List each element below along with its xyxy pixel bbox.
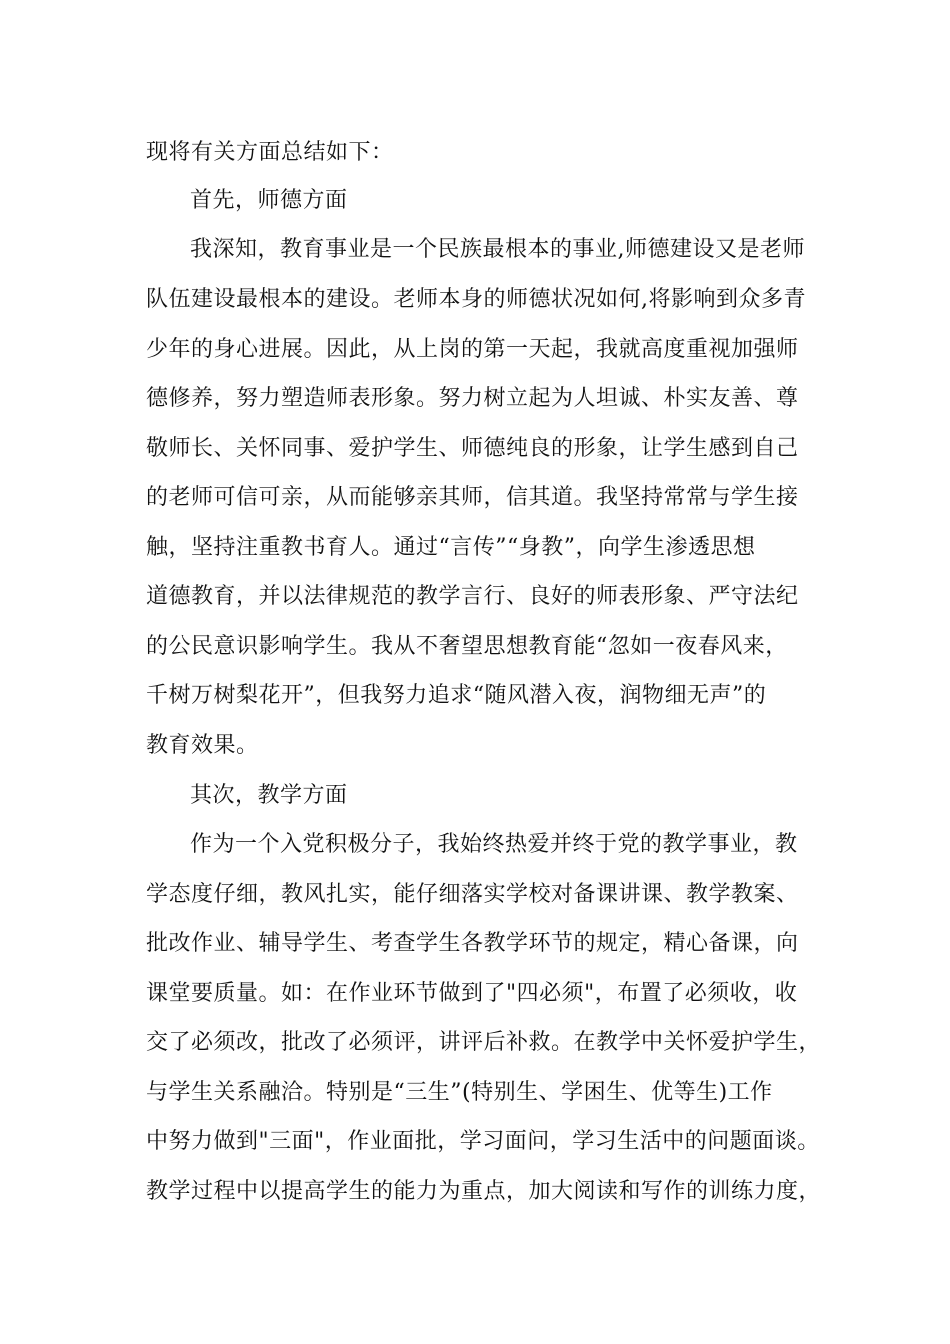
text-line: 的公民意识影响学生。我从不奢望思想教育能“忽如一夜春风来， — [146, 634, 788, 659]
text-line: 与学生关系融洽。特别是“三生”(特别生、学困生、优等生)工作 — [146, 1080, 773, 1105]
text-line: 中努力做到"三面"，作业面批，学习面问，学习生活中的问题面谈。 — [146, 1129, 820, 1154]
text-line: 的老师可信可亲，从而能够亲其师，信其道。我坚持常常与学生接 — [146, 485, 799, 510]
text-line: 课堂要质量。如：在作业环节做到了"四必须"，布置了必须收，收 — [146, 981, 798, 1006]
text-line: 敬师长、关怀同事、爱护学生、师德纯良的形象，让学生感到自己 — [146, 436, 799, 461]
text-line: 教学过程中以提高学生的能力为重点，加大阅读和写作的训练力度， — [146, 1179, 822, 1204]
text-line: 学态度仔细，教风扎实，能仔细落实学校对备课讲课、教学教案、 — [146, 882, 799, 907]
text-line: 队伍建设最根本的建设。老师本身的师德状况如何,将影响到众多青 — [146, 287, 806, 312]
text-line: 道德教育，并以法律规范的教学言行、良好的师表形象、严守法纪 — [146, 584, 799, 609]
text-line: 少年的身心进展。因此，从上岗的第一天起，我就高度重视加强师 — [146, 337, 799, 362]
text-line: 千树万树梨花开”，但我努力追求“随风潜入夜，润物细无声”的 — [146, 683, 767, 708]
text-line: 触，坚持注重教书育人。通过“言传”“身教”，向学生渗透思想 — [146, 535, 756, 560]
text-line: 教育效果。 — [146, 733, 259, 758]
text-line: 现将有关方面总结如下： — [146, 140, 394, 165]
text-line: 交了必须改，批改了必须评，讲评后补救。在教学中关怀爱护学生， — [146, 1030, 822, 1055]
text-line: 我深知，教育事业是一个民族最根本的事业,师德建设又是老师 — [190, 237, 805, 262]
section-heading: 其次，教学方面 — [190, 783, 348, 808]
text-line: 批改作业、辅导学生、考查学生各教学环节的规定，精心备课，向 — [146, 931, 799, 956]
section-heading: 首先，师德方面 — [190, 188, 348, 213]
text-line: 德修养，努力塑造师表形象。努力树立起为人坦诚、朴实友善、尊 — [146, 386, 799, 411]
text-line: 作为一个入党积极分子，我始终热爱并终于党的教学事业，教 — [190, 832, 798, 857]
